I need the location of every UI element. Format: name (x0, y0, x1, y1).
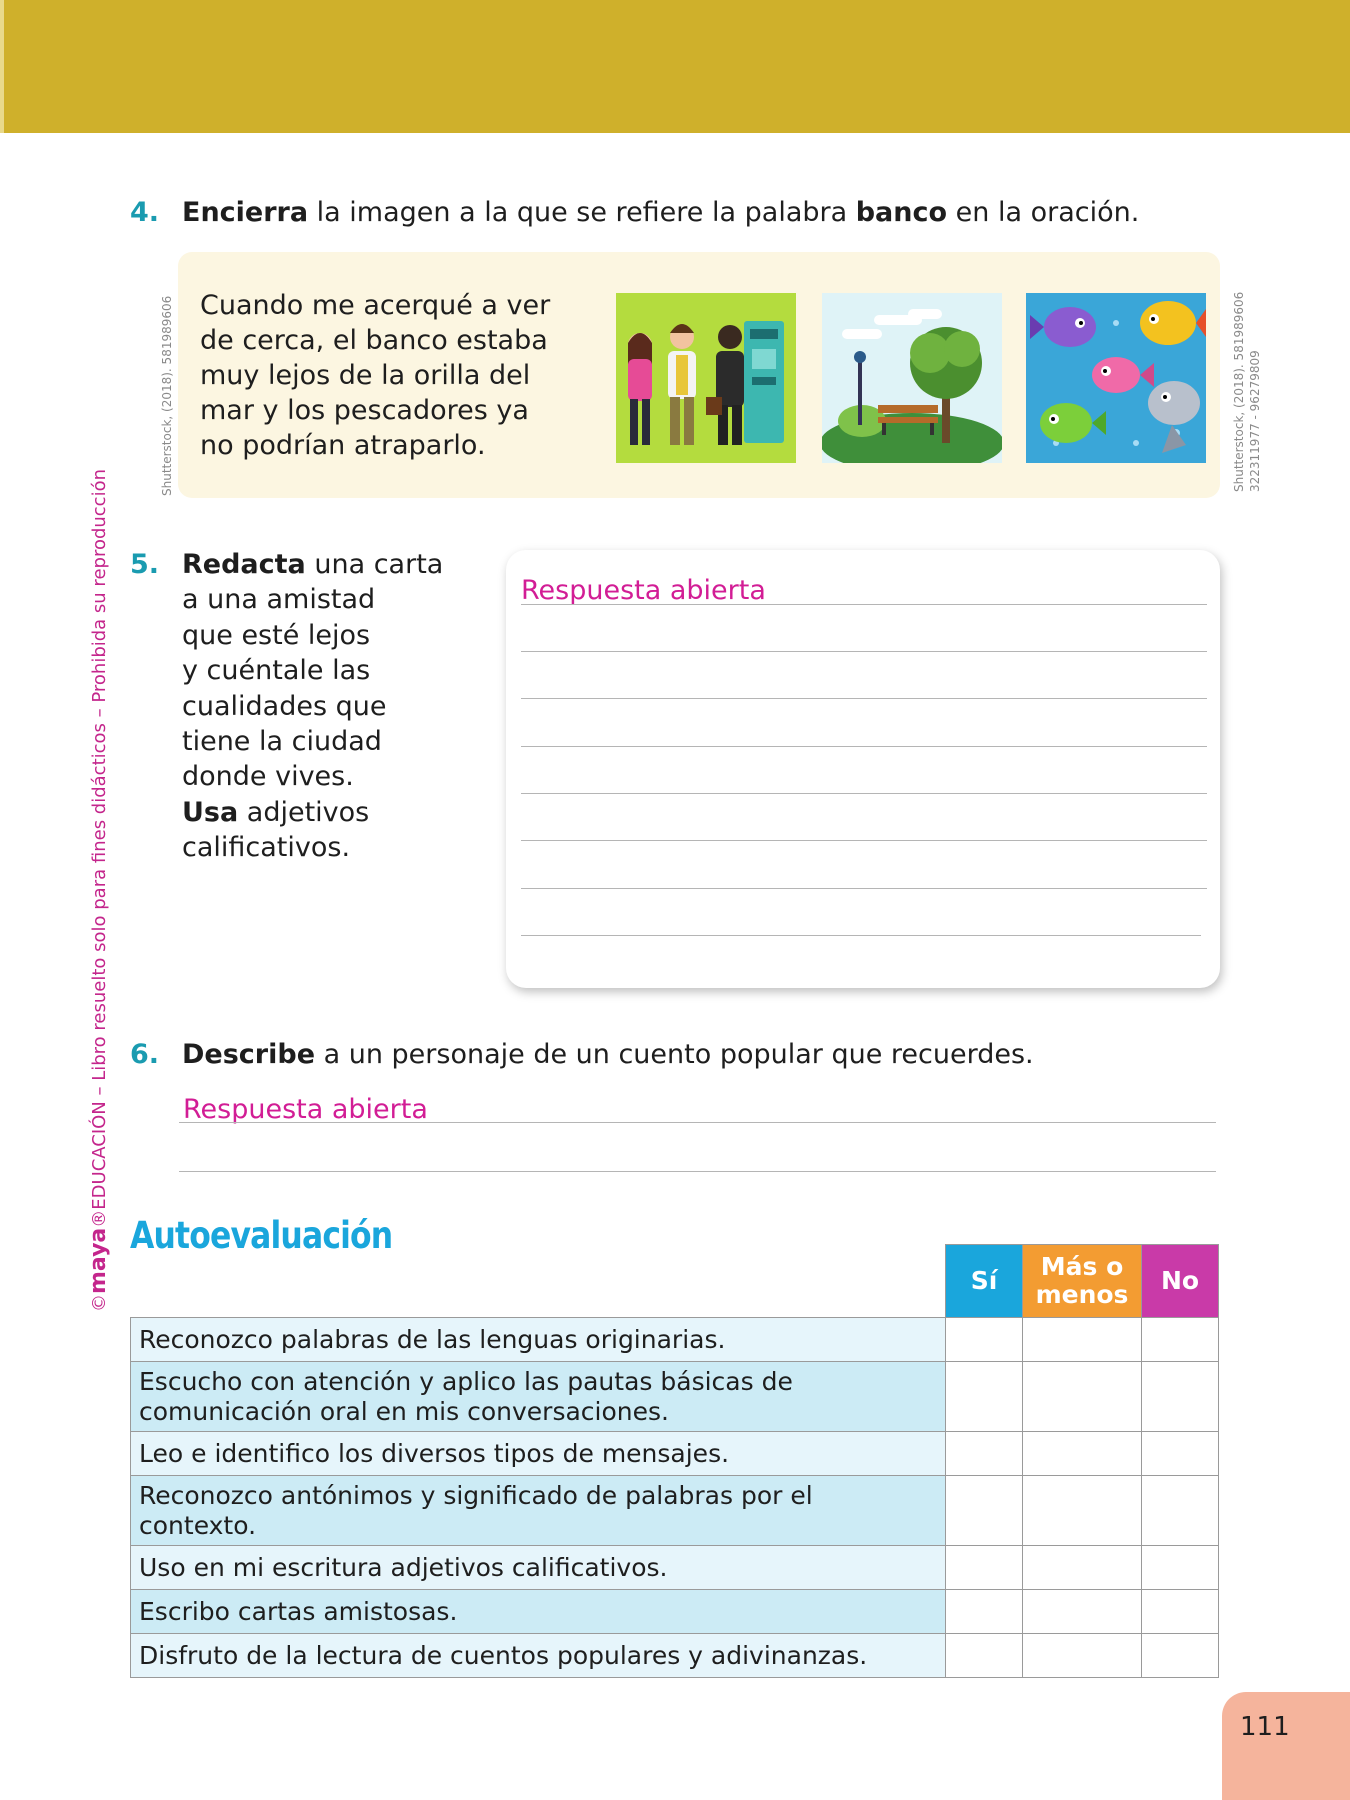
question-6-prompt: Describe a un personaje de un cuento popular que recuerdes. (182, 1039, 1034, 1070)
criterion: Disfruto de la lectura de cuentos populares y adivinanzas. (131, 1634, 946, 1678)
top-color-band (0, 0, 1350, 133)
question-number: 4. (130, 197, 160, 228)
writing-line[interactable] (521, 746, 1207, 747)
table-row (131, 1432, 1219, 1476)
criterion: Escucho con atención y aplico las pautas básicas de comunicación oral en mis conversaciones. (131, 1362, 946, 1432)
question-6 (130, 1037, 1230, 1077)
question-5-number-wrap (130, 547, 170, 587)
image-credit-left: Shutterstock, (2018). 581989606 (160, 295, 174, 496)
writing-line[interactable] (521, 840, 1207, 841)
checkbox-cell-mas-o-menos[interactable] (1023, 1476, 1142, 1546)
self-assessment-table (130, 1244, 1219, 1678)
letter-writing-card[interactable] (506, 550, 1220, 988)
criterion: Leo e identifico los diversos tipos de mensajes. (131, 1432, 946, 1476)
checkbox-cell-si[interactable] (946, 1546, 1023, 1590)
q5-answer: Respuesta abierta (521, 575, 766, 606)
column-si: Sí (946, 1245, 1023, 1318)
page-number: 111 (1240, 1712, 1290, 1742)
writing-line[interactable] (521, 888, 1207, 889)
checkbox-cell-si[interactable] (946, 1318, 1023, 1362)
criterion: Uso en mi escritura adjetivos calificativos. (131, 1546, 946, 1590)
checkbox-cell-no[interactable] (1142, 1476, 1219, 1546)
writing-line[interactable] (179, 1122, 1216, 1123)
checkbox-cell-mas-o-menos[interactable] (1023, 1362, 1142, 1432)
checkbox-cell-mas-o-menos[interactable] (1023, 1634, 1142, 1678)
page-number-tab (1222, 1692, 1350, 1800)
checkbox-cell-no[interactable] (1142, 1432, 1219, 1476)
checkbox-cell-no[interactable] (1142, 1546, 1219, 1590)
writing-line[interactable] (521, 698, 1207, 699)
checkbox-cell-si[interactable] (946, 1362, 1023, 1432)
side-copyright: ©maya®EDUCACIÓN – Libro resuelto solo para fines didácticos – Prohibida su reproducción (86, 468, 111, 1312)
autoevaluacion-title: Autoevaluación (130, 1214, 393, 1257)
writing-line[interactable] (521, 604, 1207, 605)
question-number: 5. (130, 549, 160, 580)
column-mas-o-menos: Más o menos (1023, 1245, 1142, 1318)
checkbox-cell-si[interactable] (946, 1634, 1023, 1678)
question-5-prompt: Redacta una carta a una amistad que esté lejos y cuéntale las cualidades que tiene la ciudad donde vives. Usa adjetivos calificativos. (182, 549, 444, 864)
question-4-prompt: Encierra la imagen a la que se refiere la palabra banco en la oración. (182, 197, 1140, 228)
passage-text: Cuando me acerqué a ver de cerca, el banco estaba muy lejos de la orilla del mar y los pescadores ya no podrían atraparlo. (200, 290, 551, 461)
writing-line[interactable] (179, 1171, 1216, 1172)
writing-line[interactable] (521, 793, 1207, 794)
checkbox-cell-no[interactable] (1142, 1362, 1219, 1432)
checkbox-cell-no[interactable] (1142, 1318, 1219, 1362)
checkbox-cell-si[interactable] (946, 1476, 1023, 1546)
checkbox-cell-mas-o-menos[interactable] (1023, 1432, 1142, 1476)
checkbox-cell-mas-o-menos[interactable] (1023, 1546, 1142, 1590)
checkbox-cell-no[interactable] (1142, 1590, 1219, 1634)
header-spacer (131, 1245, 946, 1318)
atm-bank-image[interactable] (616, 293, 796, 463)
writing-line[interactable] (521, 651, 1207, 652)
q6-answer: Respuesta abierta (183, 1094, 428, 1125)
table-row (131, 1476, 1219, 1546)
table-row (131, 1318, 1219, 1362)
image-credit-right-1: Shutterstock, (2018). 581989606 (1232, 291, 1246, 492)
image-credit-right-2: 322311977 - 96279809 (1248, 350, 1262, 492)
criterion: Reconozco palabras de las lenguas originarias. (131, 1318, 946, 1362)
criterion: Reconozco antónimos y significado de palabras por el contexto. (131, 1476, 946, 1546)
question-4 (130, 195, 1230, 235)
table-row (131, 1546, 1219, 1590)
park-bench-image[interactable] (822, 293, 1002, 463)
column-no: No (1142, 1245, 1219, 1318)
question-number: 6. (130, 1039, 160, 1070)
criterion: Escribo cartas amistosas. (131, 1590, 946, 1634)
table-row (131, 1634, 1219, 1678)
checkbox-cell-mas-o-menos[interactable] (1023, 1318, 1142, 1362)
table-row (131, 1362, 1219, 1432)
fish-school-image[interactable] (1026, 293, 1206, 463)
table-row (131, 1590, 1219, 1634)
checkbox-cell-no[interactable] (1142, 1634, 1219, 1678)
checkbox-cell-si[interactable] (946, 1590, 1023, 1634)
checkbox-cell-si[interactable] (946, 1432, 1023, 1476)
checkbox-cell-mas-o-menos[interactable] (1023, 1590, 1142, 1634)
writing-line[interactable] (521, 935, 1201, 936)
